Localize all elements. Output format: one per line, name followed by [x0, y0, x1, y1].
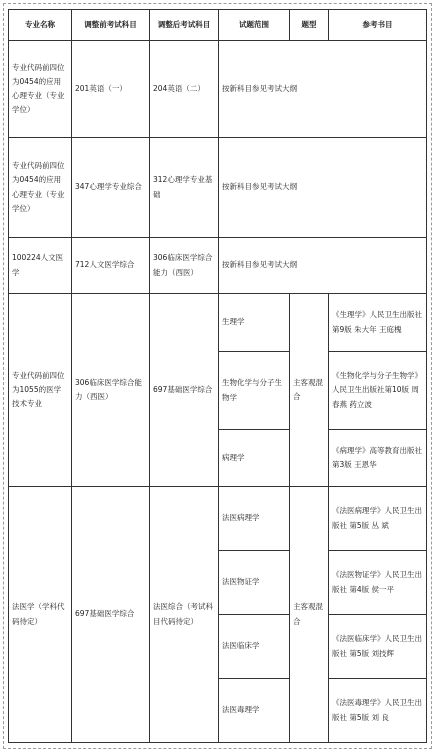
header-after: 调整后考试科目 — [150, 10, 219, 41]
table-row — [9, 138, 427, 238]
after-cell: 697基础医学综合 — [150, 294, 219, 487]
reference-book-cell: 《法医临床学》人民卫生出版社 第5版 刘技辉 — [329, 615, 427, 679]
before-cell: 201英语（一） — [72, 41, 150, 138]
before-cell: 347心理学专业综合 — [72, 138, 150, 238]
table-row — [9, 41, 427, 138]
major-cell: 专业代码前四位为1055的医学技术专业 — [9, 294, 72, 487]
scope-cell: 法医物证学 — [219, 551, 290, 615]
major-cell: 专业代码前四位为0454的应用心理专业（专业学位） — [9, 138, 72, 238]
exam-subject-table — [8, 9, 427, 743]
question-type-cell: 主客观混合 — [290, 487, 329, 743]
reference-book-cell: 《生物化学与分子生物学》人民卫生出版社第10版 周春燕 药立波 — [329, 352, 427, 430]
table-header-row — [9, 10, 427, 41]
scope-cell: 法医毒理学 — [219, 679, 290, 743]
question-type-cell: 主客观混合 — [290, 294, 329, 487]
major-cell: 100224人文医学 — [9, 238, 72, 294]
reference-book-cell: 《法医病理学》人民卫生出版社 第5版 丛 斌 — [329, 487, 427, 551]
after-cell: 312心理学专业基础 — [150, 138, 219, 238]
scope-cell: 生物化学与分子生物学 — [219, 352, 290, 430]
before-cell: 712人文医学综合 — [72, 238, 150, 294]
scope-cell: 按新科目参见考试大纲 — [219, 41, 427, 138]
header-books: 参考书目 — [329, 10, 427, 41]
scope-cell: 法医病理学 — [219, 487, 290, 551]
reference-book-cell: 《生理学》人民卫生出版社第9版 朱大年 王庭槐 — [329, 294, 427, 352]
table-row — [9, 294, 427, 352]
major-cell: 法医学（学科代码待定） — [9, 487, 72, 743]
scope-cell: 生理学 — [219, 294, 290, 352]
scope-cell: 按新科目参见考试大纲 — [219, 138, 427, 238]
scope-cell: 法医临床学 — [219, 615, 290, 679]
reference-book-cell: 《法医毒理学》人民卫生出版社 第5版 刘 良 — [329, 679, 427, 743]
header-type: 题型 — [290, 10, 329, 41]
scope-cell: 按新科目参见考试大纲 — [219, 238, 427, 294]
header-scope: 试题范围 — [219, 10, 290, 41]
table-row — [9, 487, 427, 551]
header-before: 调整前考试科目 — [72, 10, 150, 41]
table-row — [9, 238, 427, 294]
after-cell: 306临床医学综合能力（西医） — [150, 238, 219, 294]
header-major: 专业名称 — [9, 10, 72, 41]
before-cell: 306临床医学综合能力（西医） — [72, 294, 150, 487]
before-cell: 697基础医学综合 — [72, 487, 150, 743]
major-cell: 专业代码前四位为0454的应用心理专业（专业学位） — [9, 41, 72, 138]
after-cell: 法医综合（考试科目代码待定） — [150, 487, 219, 743]
reference-book-cell: 《法医物证学》人民卫生出版社 第4版 侯一平 — [329, 551, 427, 615]
reference-book-cell: 《病理学》高等教育出版社第3版 王恩华 — [329, 430, 427, 487]
after-cell: 204英语（二） — [150, 41, 219, 138]
scope-cell: 病理学 — [219, 430, 290, 487]
